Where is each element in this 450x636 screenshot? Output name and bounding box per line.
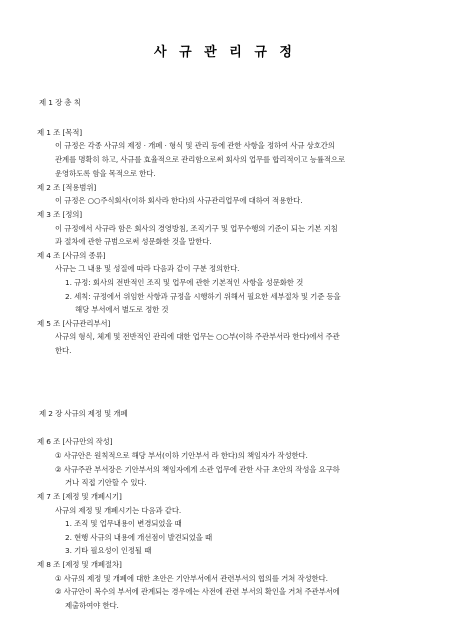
chapter-2-heading: 제 2 장 사규의 제정 및 개폐 bbox=[39, 409, 128, 418]
article-1-text: 운영하도록 함을 목적으로 한다. bbox=[55, 169, 156, 178]
article-3-text: 과 절차에 관한 규범으로써 성문화한 것을 말한다. bbox=[55, 237, 212, 246]
article-5-text: 사규의 형식, 체계 및 전반적인 관리에 대한 업무는 ○○부(이하 주관부서라 한다)에서 주관 bbox=[55, 332, 340, 341]
article-3-text: 이 규정에서 사규라 함은 회사의 경영방침, 조직기구 및 업무수행의 기준이 되는 기본 지침 bbox=[55, 224, 338, 233]
document-title: 사 규 관 리 규 정 bbox=[154, 45, 296, 60]
article-4-text: 사규는 그 내용 및 성질에 따라 다음과 같이 구분 정의한다. bbox=[55, 264, 240, 273]
article-7-item: 2. 현행 사규의 내용에 개선점이 발견되었을 때 bbox=[65, 533, 213, 542]
article-4-item: 해당 부서에서 별도로 정한 것 bbox=[75, 305, 169, 314]
article-8-clause: ① 사규의 제정 및 개폐에 대한 초안은 기안부서에서 관련부서의 협의를 거쳐 작성한다. bbox=[55, 574, 328, 583]
article-1-heading: 제 1 조 [목적] bbox=[37, 128, 83, 137]
article-8-clause: 제출하여야 한다. bbox=[65, 601, 119, 610]
article-7-heading: 제 7 조 [제정 및 개폐시기] bbox=[37, 492, 122, 501]
article-4-item: 2. 세칙: 규정에서 위임한 사항과 규정을 시행하기 위해서 필요한 세부절차 및 기준 등을 bbox=[65, 292, 341, 301]
article-8-clause: ② 사규안이 복수의 부서에 관계되는 경우에는 사전에 관련 부서의 확인을 거쳐 주관부서에 bbox=[55, 587, 340, 596]
article-6-clause: ① 사규안은 원칙적으로 해당 부서(이하 기안부서 라 한다)의 책임자가 작성한다. bbox=[55, 451, 308, 460]
article-7-item: 3. 기타 필요성이 인정될 때 bbox=[65, 546, 152, 555]
article-6-clause: 거나 직접 기안할 수 있다. bbox=[65, 478, 147, 487]
article-5-heading: 제 5 조 [사규관리부서] bbox=[37, 319, 111, 328]
chapter-1-heading: 제 1 장 총 칙 bbox=[39, 98, 81, 107]
article-5-text: 한다. bbox=[55, 346, 72, 355]
article-8-heading: 제 8 조 [제정 및 개폐절차] bbox=[37, 560, 122, 569]
article-2-heading: 제 2 조 [적용범위] bbox=[37, 183, 97, 192]
article-6-heading: 제 6 조 [사규안의 작성] bbox=[37, 437, 113, 446]
article-4-heading: 제 4 조 [사규의 종류] bbox=[37, 251, 106, 260]
article-7-text: 사규의 제정 및 개폐시기는 다음과 같다. bbox=[55, 506, 182, 515]
article-7-item: 1. 조직 및 업무내용이 변경되었을 때 bbox=[65, 519, 182, 528]
article-4-item: 1. 규정: 회사의 전반적인 조직 및 업무에 관한 기본적인 사항을 성문화한 것 bbox=[65, 278, 304, 287]
article-6-clause: ② 사규주관 부서장은 기안부서의 책임자에게 소관 업무에 관한 사규 초안의 작성을 요구하 bbox=[55, 465, 340, 474]
article-1-text: 이 규정은 각종 사규의 제정 · 개폐 · 형식 및 관리 등에 관한 사항을 정하여 사규 상호간의 bbox=[55, 141, 335, 150]
article-1-text: 관계를 명확히 하고, 사규를 효율적으로 관리함으로써 회사의 업무를 합리적이고 능률적으로 bbox=[55, 155, 345, 164]
article-2-text: 이 규정은 ○○주식회사(이하 회사라 한다)의 사규관리업무에 대하여 적용한다. bbox=[55, 196, 303, 205]
article-3-heading: 제 3 조 [정의] bbox=[37, 210, 83, 219]
